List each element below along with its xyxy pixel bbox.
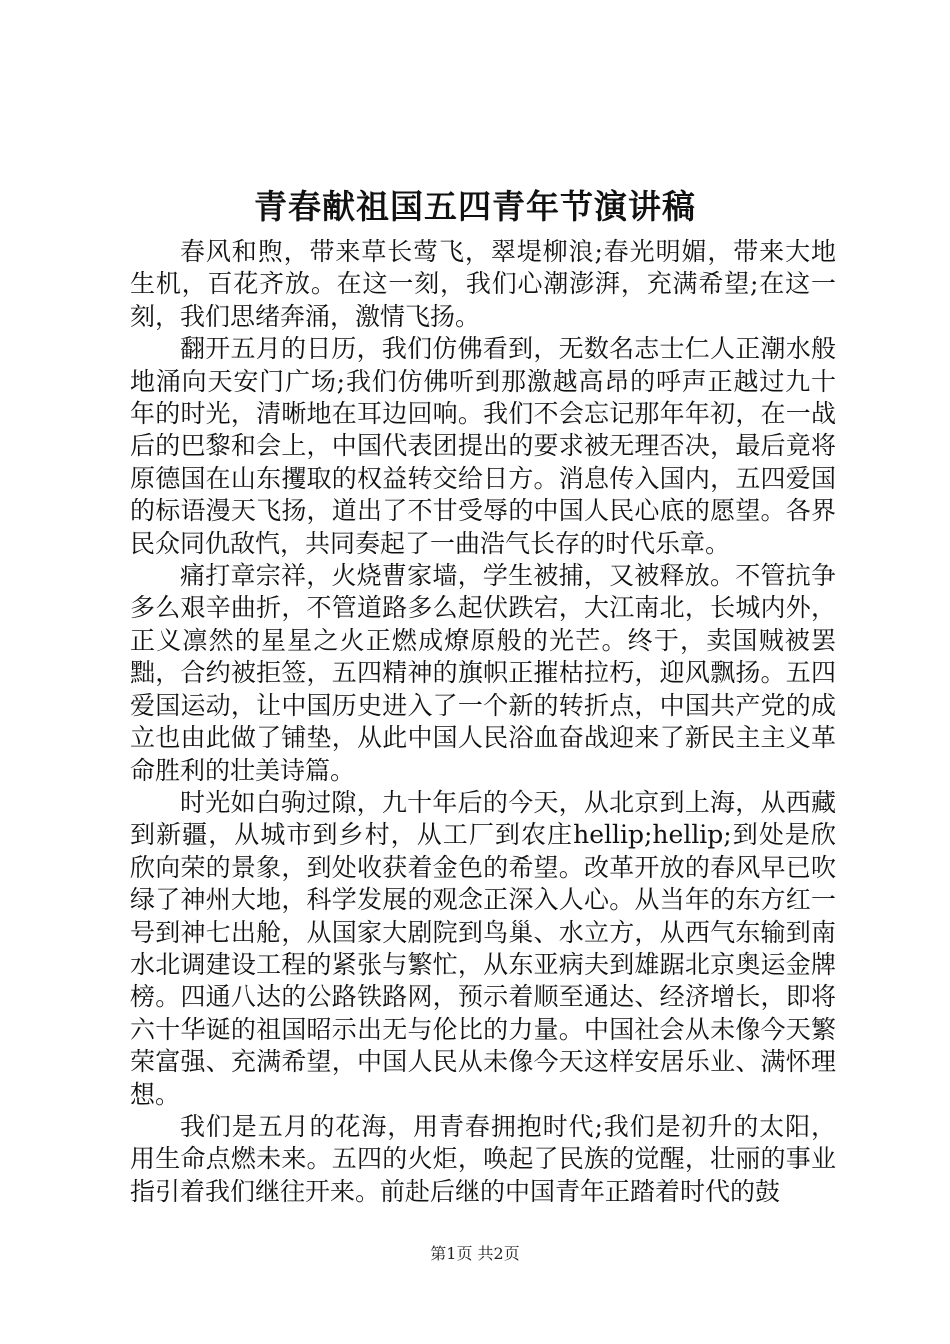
document-body [130,236,836,1208]
paragraph-4: 时光如白驹过隙，九十年后的今天，从北京到上海，从西藏到新疆，从城市到乡村，从工厂到农庄hellip;hellip;到处是欣欣向荣的景象，到处收获着金色的希望。改革开放的春风早已吹绿了神州大地，科学发展的观念正深入人心。从当年的东方红一号到神七出舱，从国家大剧院到鸟巢、水立方，从西气东输到南水北调建设工程的紧张与繁忙，从东亚病夫到雄踞北京奥运金牌榜。四通八达的公路铁路网，预示着顺至通达、经济增长，即将六十华诞的祖国昭示出无与伦比的力量。中国社会从未像今天繁荣富强、充满希望，中国人民从未像今天这样安居乐业、满怀理想。 [130,787,836,1109]
paragraph-2: 翻开五月的日历，我们仿佛看到，无数名志士仁人正潮水般地涌向天安门广场;我们仿佛听到那激越高昂的呼声正越过九十年的时光，清晰地在耳边回响。我们不会忘记那年年初，在一战后的巴黎和会上，中国代表团提出的要求被无理否决，最后竟将原德国在山东攫取的权益转交给日方。消息传入国内，五四爱国的标语漫天飞扬，道出了不甘受辱的中国人民心底的愿望。各界民众同仇敌忾，共同奏起了一曲浩气长存的时代乐章。 [130,334,836,558]
paragraph-5: 我们是五月的花海，用青春拥抱时代;我们是初升的太阳，用生命点燃未来。五四的火炬，唤起了民族的觉醒，壮丽的事业指引着我们继往开来。前赴后继的中国青年正踏着时代的鼓 [130,1111,836,1206]
paragraph-1: 春风和煦，带来草长莺飞，翠堤柳浪;春光明媚，带来大地生机，百花齐放。在这一刻，我们心潮澎湃，充满希望;在这一刻，我们思绪奔涌，激情飞扬。 [130,237,836,331]
paragraph-3: 痛打章宗祥，火烧曹家墙，学生被捕，又被释放。不管抗争多么艰辛曲折，不管道路多么起伏跌宕，大江南北，长城内外，正义凛然的星星之火正燃成燎原般的光芒。终于，卖国贼被罢黜，合约被拒签，五四精神的旗帜正摧枯拉朽，迎风飘扬。五四爱国运动，让中国历史进入了一个新的转折点，中国共产党的成立也由此做了铺垫，从此中国人民浴血奋战迎来了新民主主义革命胜利的壮美诗篇。 [130,561,836,785]
page-footer: 第1页 共2页 [430,1244,520,1263]
document-title: 青春献祖国五四青年节演讲稿 [254,187,696,226]
